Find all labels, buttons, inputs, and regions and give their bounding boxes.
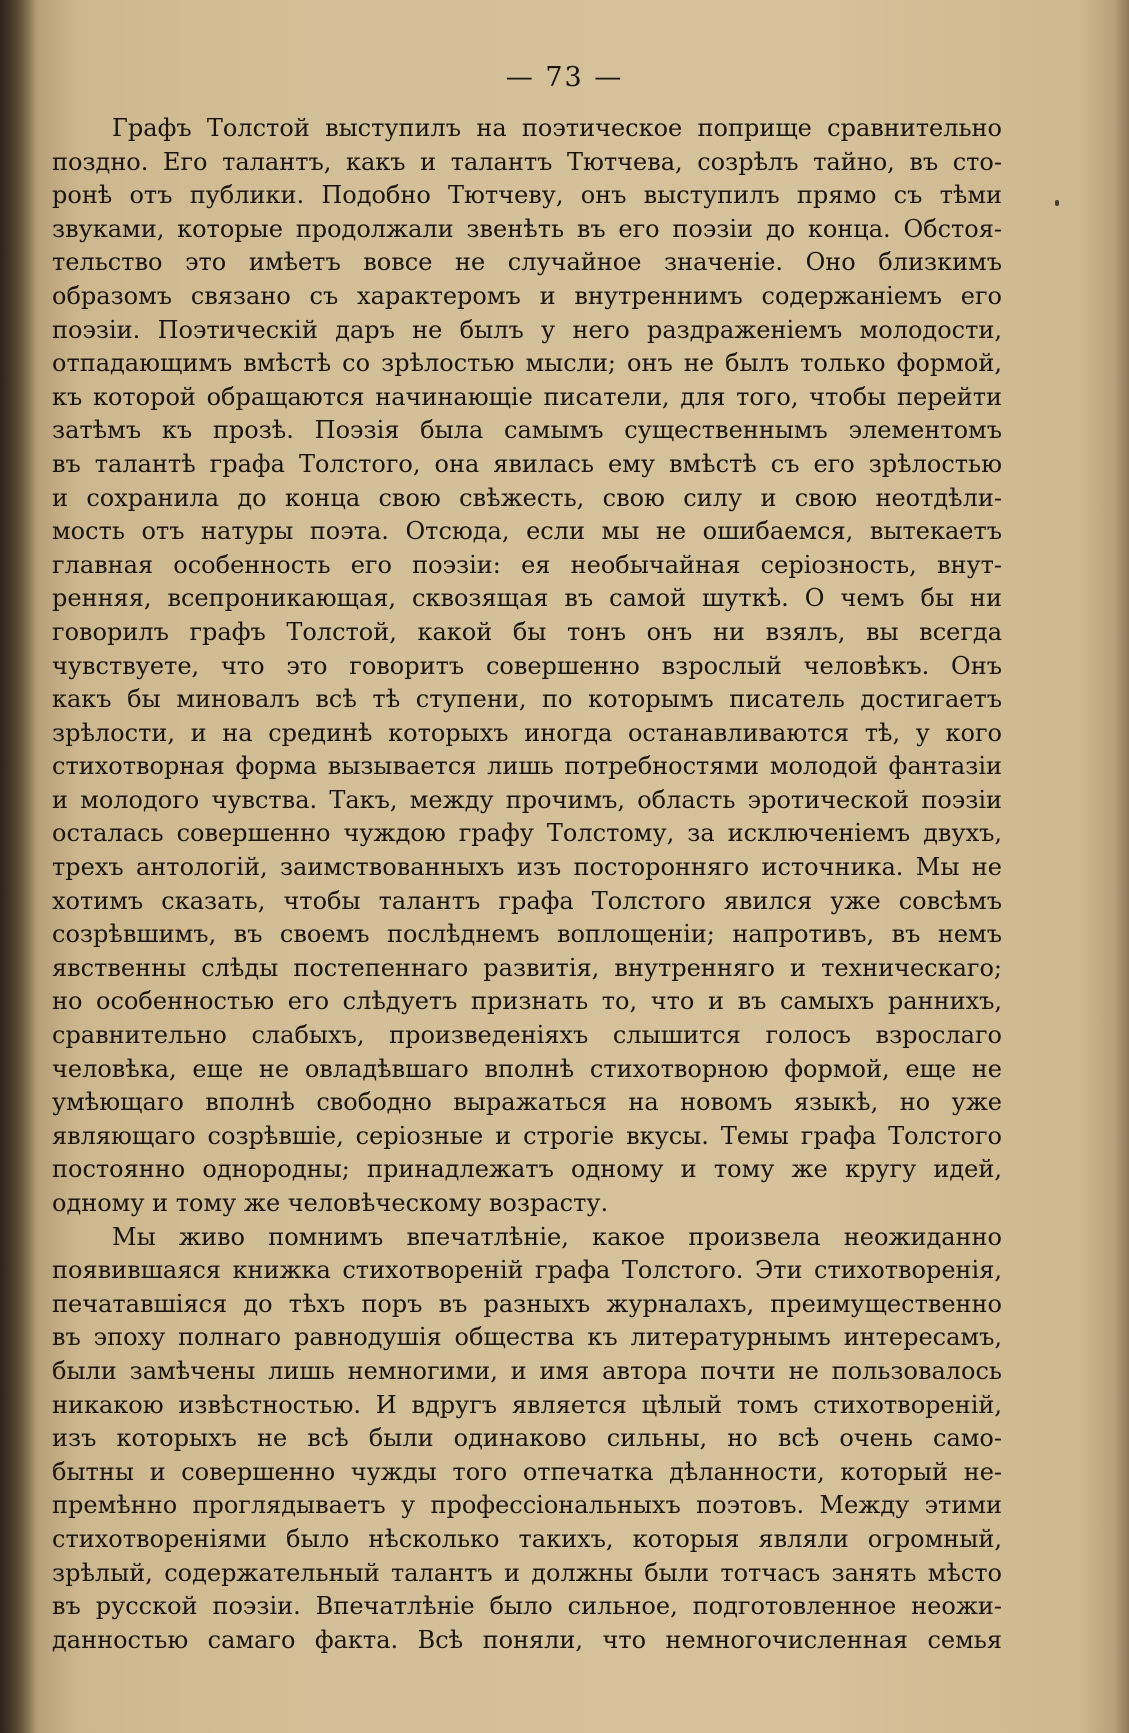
text-line: ронѣ отъ публики. Подобно Тютчеву, онъ выступилъ прямо съ тѣми <box>52 181 1002 210</box>
text-line: созрѣвшимъ, въ своемъ послѣднемъ воплощеніи; напротивъ, въ немъ <box>52 920 1002 949</box>
text-line: изъ которыхъ не всѣ были одинаково сильны, но всѣ очень само- <box>52 1424 1002 1453</box>
text-line: стихотвореніями было нѣсколько такихъ, которыя являли огромный, <box>52 1524 1002 1553</box>
text-line: въ эпоху полнаго равнодушія общества къ литературнымъ интересамъ, <box>52 1323 1002 1352</box>
text-line: никакою извѣстностью. И вдругъ является цѣлый томъ стихотвореній, <box>52 1390 1002 1419</box>
text-line: въ талантѣ графа Толстого, она явилась ему вмѣстѣ съ его зрѣлостью <box>52 449 1002 478</box>
text-line: главная особенность его поэзіи: ея необычайная серіозность, внут- <box>52 550 1002 579</box>
text-line: человѣка, еще не овладѣвшаго вполнѣ стихотворною формой, еще не <box>52 1054 1002 1083</box>
text-line: явственны слѣды постепеннаго развитія, внутренняго и техническаго; <box>52 953 1002 982</box>
text-line: умѣющаго вполнѣ свободно выражаться на новомъ языкѣ, но уже <box>52 1088 1002 1117</box>
text-line: хотимъ сказать, чтобы талантъ графа Толстого явился уже совсѣмъ <box>52 886 1002 915</box>
text-line: ренняя, всепроникающая, сквозящая въ самой шуткѣ. О чемъ бы ни <box>52 584 1002 613</box>
text-line: постоянно однородны; принадлежатъ одному и тому же кругу идей, <box>52 1155 1002 1184</box>
text-line: затѣмъ къ прозѣ. Поэзія была самымъ существеннымъ элементомъ <box>52 416 1002 445</box>
text-line: поэзіи. Поэтическій даръ не былъ у него раздраженіемъ молодости, <box>52 315 1002 344</box>
text-line: какъ бы миновалъ всѣ тѣ ступени, по которымъ писатель достигаетъ <box>52 685 1002 714</box>
text-line: и сохранила до конца свою свѣжесть, свою силу и свою неотдѣли- <box>52 483 1002 512</box>
text-line: печатавшіяся до тѣхъ поръ въ разныхъ журналахъ, преимущественно <box>52 1289 1002 1318</box>
text-line: чувствуете, что это говоритъ совершенно взрослый человѣкъ. Онъ <box>52 651 1002 680</box>
text-line: зрѣлости, и на срединѣ которыхъ иногда останавливаются тѣ, у кого <box>52 718 1002 747</box>
text-line: образомъ связано съ характеромъ и внутреннимъ содержаніемъ его <box>52 281 1002 310</box>
text-line: отпадающимъ вмѣстѣ со зрѣлостью мысли; онъ не былъ только формой, <box>52 349 1002 378</box>
text-line: поздно. Его талантъ, какъ и талантъ Тютчева, созрѣлъ тайно, въ сто- <box>52 147 1002 176</box>
text-line: тельство это имѣетъ вовсе не случайное значеніе. Оно близкимъ <box>52 248 1002 277</box>
paragraph-2 <box>52 1221 1002 1658</box>
text-line: но особенностью его слѣдуетъ признать то, что и въ самыхъ раннихъ, <box>52 987 1002 1016</box>
text-line: стихотворная форма вызывается лишь потребностями молодой фантазіи <box>52 752 1002 781</box>
page-body-text <box>52 112 1002 1657</box>
text-line: къ которой обращаются начинающіе писатели, для того, чтобы перейти <box>52 382 1002 411</box>
text-line: были замѣчены лишь немногими, и имя автора почти не пользовалось <box>52 1356 1002 1385</box>
text-line: осталась совершенно чуждою графу Толстому, за исключеніемъ двухъ, <box>52 819 1002 848</box>
text-line: и молодого чувства. Такъ, между прочимъ, область эротической поэзіи <box>52 785 1002 814</box>
text-line: являющаго созрѣвшіе, серіозные и строгіе вкусы. Темы графа Толстого <box>52 1121 1002 1150</box>
text-line: говорилъ графъ Толстой, какой бы тонъ онъ ни взялъ, вы всегда <box>52 617 1002 646</box>
text-line: мость отъ натуры поэта. Отсюда, если мы не ошибаемся, вытекаетъ <box>52 517 1002 546</box>
paragraph-1 <box>52 112 1002 1221</box>
page-number: — 73 — <box>505 62 624 93</box>
ink-speck <box>1055 200 1059 206</box>
text-line: въ русской поэзіи. Впечатлѣніе было сильное, подготовленное неожи- <box>52 1592 1002 1621</box>
text-line: звуками, которые продолжали звенѣть въ его поэзіи до конца. Обстоя- <box>52 214 1002 243</box>
text-line: Графъ Толстой выступилъ на поэтическое поприще сравнительно <box>112 114 1002 142</box>
text-line: трехъ антологій, заимствованныхъ изъ посторонняго источника. Мы не <box>52 853 1002 882</box>
text-line: сравнительно слабыхъ, произведеніяхъ слышится голосъ взрослаго <box>52 1021 1002 1050</box>
text-line: премѣнно проглядываетъ у профессіональныхъ поэтовъ. Между этими <box>52 1491 1002 1520</box>
text-line: бытны и совершенно чужды того отпечатка дѣланности, который не- <box>52 1457 1002 1486</box>
text-line: появившаяся книжка стихотвореній графа Толстого. Эти стихотворенія, <box>52 1256 1002 1285</box>
text-line: одному и тому же человѣческому возрасту. <box>52 1189 609 1217</box>
text-line: Мы живо помнимъ впечатлѣніе, какое произвела неожиданно <box>112 1222 1002 1251</box>
text-line: зрѣлый, содержательный талантъ и должны были тотчасъ занять мѣсто <box>52 1558 1002 1587</box>
text-line: данностью самаго факта. Всѣ поняли, что немногочисленная семья <box>52 1625 1002 1654</box>
